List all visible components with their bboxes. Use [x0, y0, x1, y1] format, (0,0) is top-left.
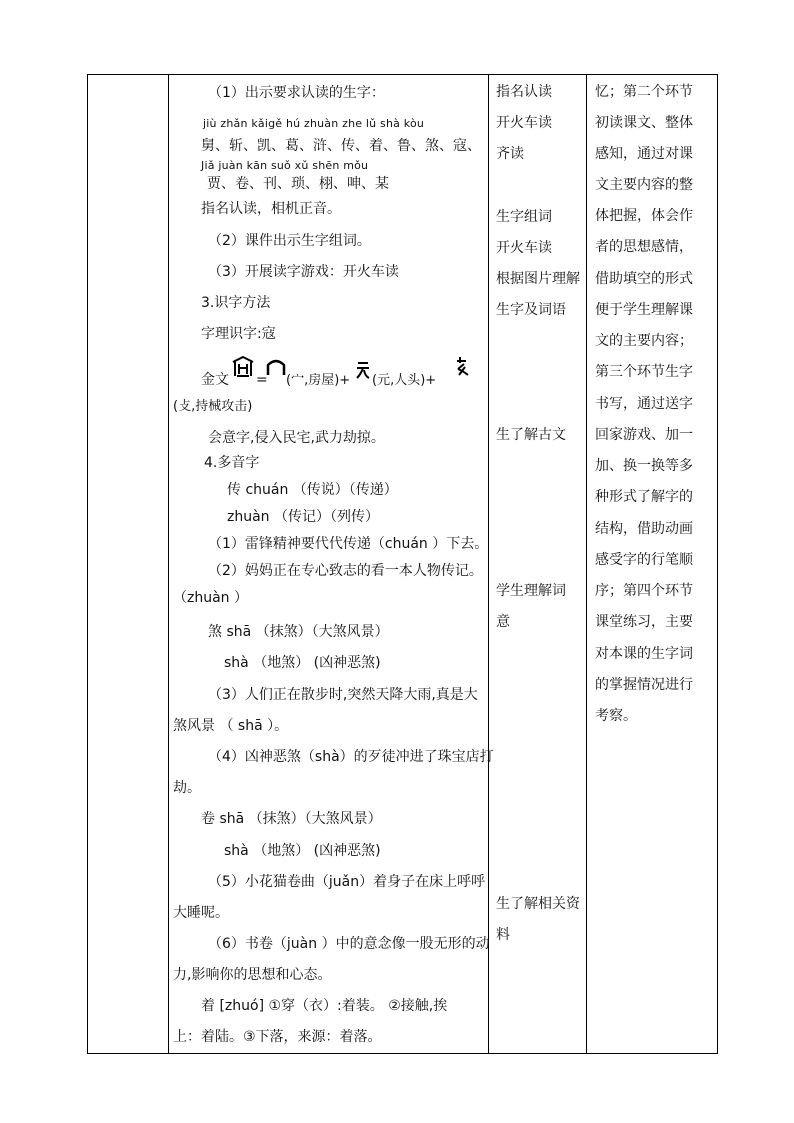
activity-line: 开火车读 [496, 115, 552, 131]
content-line: 煞风景 （ shā ）。 [173, 718, 289, 734]
content-line: （6）书卷（juàn ）中的意念像一股无形的动 [208, 936, 490, 952]
intent-line: 体把握，体会作 [595, 208, 693, 224]
activity-line: 料 [496, 927, 510, 943]
content-line: 字理识字:寇 [201, 326, 276, 342]
content-line: 卷 shā （抹煞）（大煞风景） [201, 811, 382, 827]
activity-line: 学生理解词 [496, 583, 566, 599]
jinwen-equals: = [256, 372, 268, 388]
content-line: 煞 shā （抹煞）（大煞风景） [208, 624, 389, 640]
content-line: （5）小花猫卷曲（juǎn）着身子在床上呼呼 [208, 874, 486, 890]
ancient-roof-glyph-icon [265, 357, 287, 377]
intent-line: 种形式了解字的 [595, 489, 693, 505]
content-line: 上：着陆。③下落，来源：着落。 [173, 1029, 382, 1045]
intent-line: 对本课的生字词 [595, 646, 693, 662]
pinyin-line: jiù zhǎn kǎigě hú zhuàn zhe lǔ shà kòu [203, 117, 425, 130]
character-line: 舅、斩、凯、葛、浒、传、着、鲁、煞、寇、 [201, 138, 481, 154]
intent-line: 文的主要内容； [595, 333, 693, 349]
intent-line: 的掌握情况进行 [595, 677, 693, 693]
content-line: （4）凶神恶煞（shà）的歹徒冲进了珠宝店打 [208, 749, 494, 765]
intent-line: 初读课文、整体 [595, 115, 693, 131]
column-divider [488, 75, 489, 1053]
activity-line: 生字组词 [496, 209, 552, 225]
content-line: （2）妈妈正在专心致志的看一本人物传记。 [208, 563, 483, 579]
content-line: （zhuàn ） [173, 590, 248, 606]
content-line: （3）人们正在散步时,突然天降大雨,真是大 [208, 687, 478, 703]
intent-line: 课堂练习，主要 [595, 614, 693, 630]
intent-line: 文主要内容的整 [595, 177, 693, 193]
column-divider [168, 75, 169, 1053]
content-line: （3）开展读字游戏：开火车读 [208, 264, 399, 280]
intent-line: 考察。 [595, 708, 637, 724]
activity-line: 生字及词语 [496, 302, 566, 318]
ancient-kou-glyph-icon [231, 356, 255, 378]
content-line: 会意字,侵入民宅,武力劫掠。 [208, 430, 385, 446]
activity-line: 根据图片理解 [496, 271, 580, 287]
jinwen-label: 金文 [201, 372, 229, 388]
content-line: （1）出示要求认读的生字： [208, 85, 385, 101]
content-line: 力,影响你的思想和心态。 [173, 967, 332, 983]
intent-line: 便于学生理解课 [595, 302, 693, 318]
activity-line: 生了解相关资 [496, 896, 580, 912]
intent-line: 结构，借助动画 [595, 521, 693, 537]
content-line: （2）课件出示生字组词。 [208, 233, 371, 249]
activity-line: 生了解古文 [496, 427, 566, 443]
intent-line: 加、换一换等多 [595, 458, 693, 474]
content-line: zhuàn （传记）（列传） [227, 509, 379, 525]
intent-line: 第三个环节生字 [595, 364, 693, 380]
activity-line: 意 [496, 614, 510, 630]
intent-line: 书写，通过送字 [595, 396, 693, 412]
activity-line: 齐读 [496, 146, 524, 162]
intent-line: 序；第四个环节 [595, 583, 693, 599]
intent-line: 忆；第二个环节 [595, 84, 693, 100]
content-line: （1）雷锋精神要代代传递（chuán ）下去。 [208, 536, 489, 552]
intent-line: 感知，通过对课 [595, 146, 693, 162]
jinwen-head-note: (元,人头)+ [372, 373, 437, 388]
intent-line: 回家游戏、加一 [595, 427, 693, 443]
content-line: (攴,持械攻击) [173, 399, 253, 414]
content-line: 指名认读，相机正音。 [201, 201, 341, 217]
content-line: shà （地煞） (凶神恶煞) [224, 843, 381, 859]
column-divider [586, 75, 587, 1053]
content-line: 大睡呢。 [173, 905, 229, 921]
character-line: 贾、卷、刊、琐、栩、呻、某 [207, 176, 389, 192]
ancient-head-glyph-icon [355, 360, 371, 380]
content-line: 传 chuán （传说）（传递） [227, 482, 398, 498]
content-line: 3.识字方法 [201, 295, 271, 311]
jinwen-roof-note: (宀,房屋)+ [286, 373, 351, 388]
content-line: 劫。 [173, 780, 201, 796]
intent-line: 借助填空的形式 [595, 271, 693, 287]
content-line: 着 [zhuó] ①穿（衣）:着装。 ②接触,挨 [201, 998, 448, 1014]
content-line: 4.多音字 [204, 455, 260, 471]
ancient-strike-glyph-icon [454, 355, 470, 377]
content-line: shà （地煞） (凶神恶煞) [224, 655, 381, 671]
intent-line: 者的思想感情， [595, 239, 693, 255]
pinyin-line: Jiǎ juàn kān suǒ xǔ shēn mǒu [201, 159, 369, 172]
intent-line: 感受字的行笔顺 [595, 552, 693, 568]
activity-line: 指名认读 [496, 84, 552, 100]
activity-line: 开火车读 [496, 240, 552, 256]
